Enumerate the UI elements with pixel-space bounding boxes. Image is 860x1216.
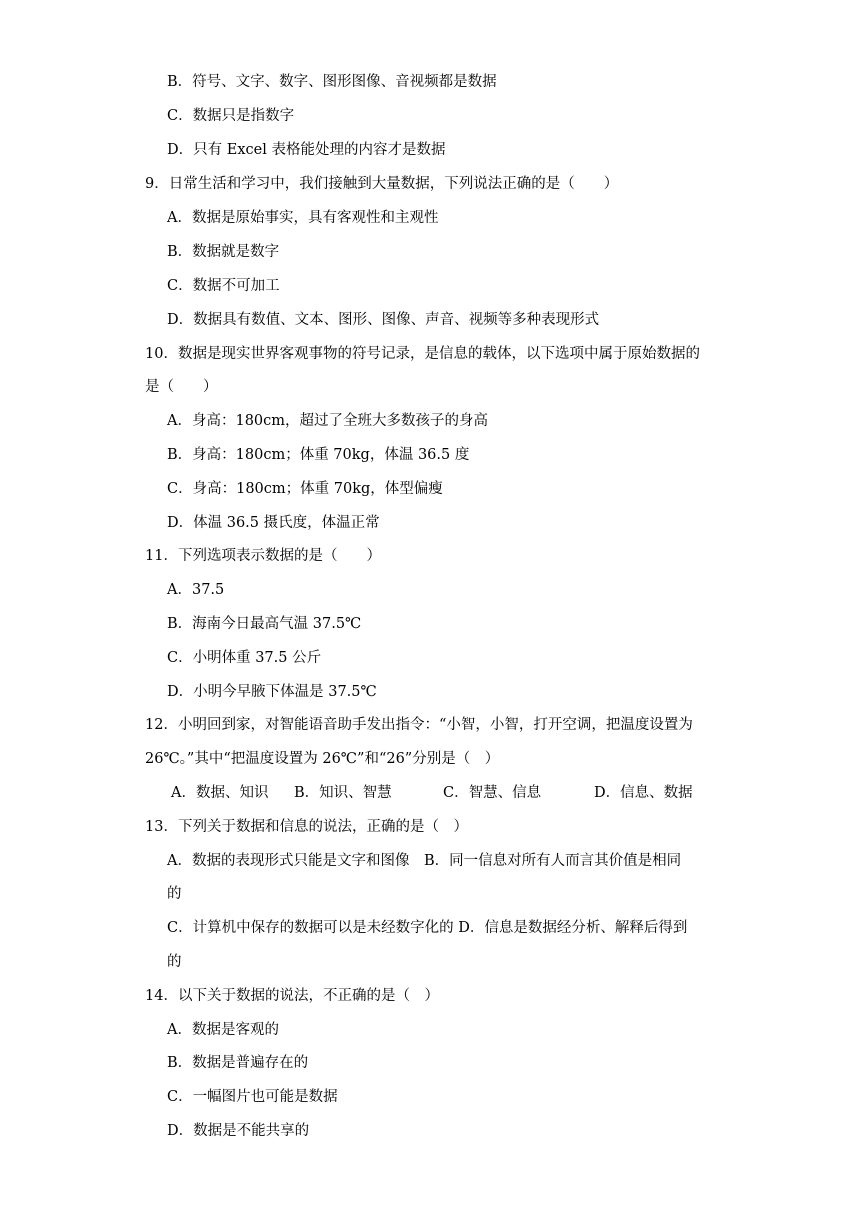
q11-option-c: C．小明体重 37.5 公斤	[167, 650, 322, 666]
q9-option-a: A．数据是原始事实，具有客观性和主观性	[167, 210, 439, 226]
q12-option-c: C．智慧、信息	[443, 785, 542, 801]
q12-option-d: D．信息、数据	[594, 785, 693, 801]
q11-option-b: B．海南今日最高气温 37.5℃	[167, 616, 362, 632]
q14-option-d: D．数据是不能共享的	[167, 1123, 310, 1139]
q10-option-b: B．身高：180cm；体重 70kg，体温 36.5 度	[167, 447, 470, 463]
q14-stem: 14．以下关于数据的说法，不正确的是（ ）	[145, 988, 439, 1004]
q10-stem-line-2: 是（ ）	[145, 379, 218, 395]
q10-option-d: D．体温 36.5 摄氏度，体温正常	[167, 515, 380, 531]
q9-option-c: C．数据不可加工	[167, 278, 280, 294]
q13-options-ab-wrap: 的	[167, 886, 182, 902]
q13-options-cd: C．计算机中保存的数据可以是未经数字化的 D．信息是数据经分析、解释后得到	[167, 920, 688, 936]
q14-option-b: B．数据是普遍存在的	[167, 1055, 309, 1071]
q8-option-c: C．数据只是指数字	[167, 108, 295, 124]
q12-option-b: B．知识、智慧	[294, 785, 392, 801]
q9-option-d: D．数据具有数值、文本、图形、图像、声音、视频等多种表现形式	[167, 312, 600, 328]
q14-option-a: A．数据是客观的	[167, 1022, 279, 1038]
q12-option-a: A．数据、知识	[171, 785, 269, 801]
q10-option-c: C．身高：180cm；体重 70kg，体型偏瘦	[167, 481, 443, 497]
q8-option-d: D．只有 Excel 表格能处理的内容才是数据	[167, 142, 446, 158]
q12-stem-line-1: 12．小明回到家，对智能语音助手发出指令：“小智，小智，打开空调，把温度设置为	[145, 717, 693, 733]
q13-options-cd-wrap: 的	[167, 954, 182, 970]
q11-option-a: A．37.5	[167, 582, 225, 598]
q13-stem: 13．下列关于数据和信息的说法，正确的是（ ）	[145, 819, 468, 835]
q13-options-ab: A．数据的表现形式只能是文字和图像 B．同一信息对所有人而言其价值是相同	[167, 853, 682, 869]
q12-stem-line-2: 26℃。”其中“把温度设置为 26℃”和“26”分别是（ ）	[145, 751, 500, 767]
q9-stem: 9．日常生活和学习中，我们接触到大量数据，下列说法正确的是（ ）	[145, 176, 619, 192]
q10-option-a: A．身高：180cm，超过了全班大多数孩子的身高	[167, 413, 489, 429]
q11-option-d: D．小明今早腋下体温是 37.5℃	[167, 684, 377, 700]
q8-option-b: B．符号、文字、数字、图形图像、音视频都是数据	[167, 74, 497, 90]
q14-option-c: C．一幅图片也可能是数据	[167, 1089, 338, 1105]
q9-option-b: B．数据就是数字	[167, 244, 280, 260]
q11-stem: 11．下列选项表示数据的是（ ）	[145, 548, 381, 564]
q10-stem-line-1: 10．数据是现实世界客观事物的符号记录，是信息的载体，以下选项中属于原始数据的	[145, 346, 700, 362]
